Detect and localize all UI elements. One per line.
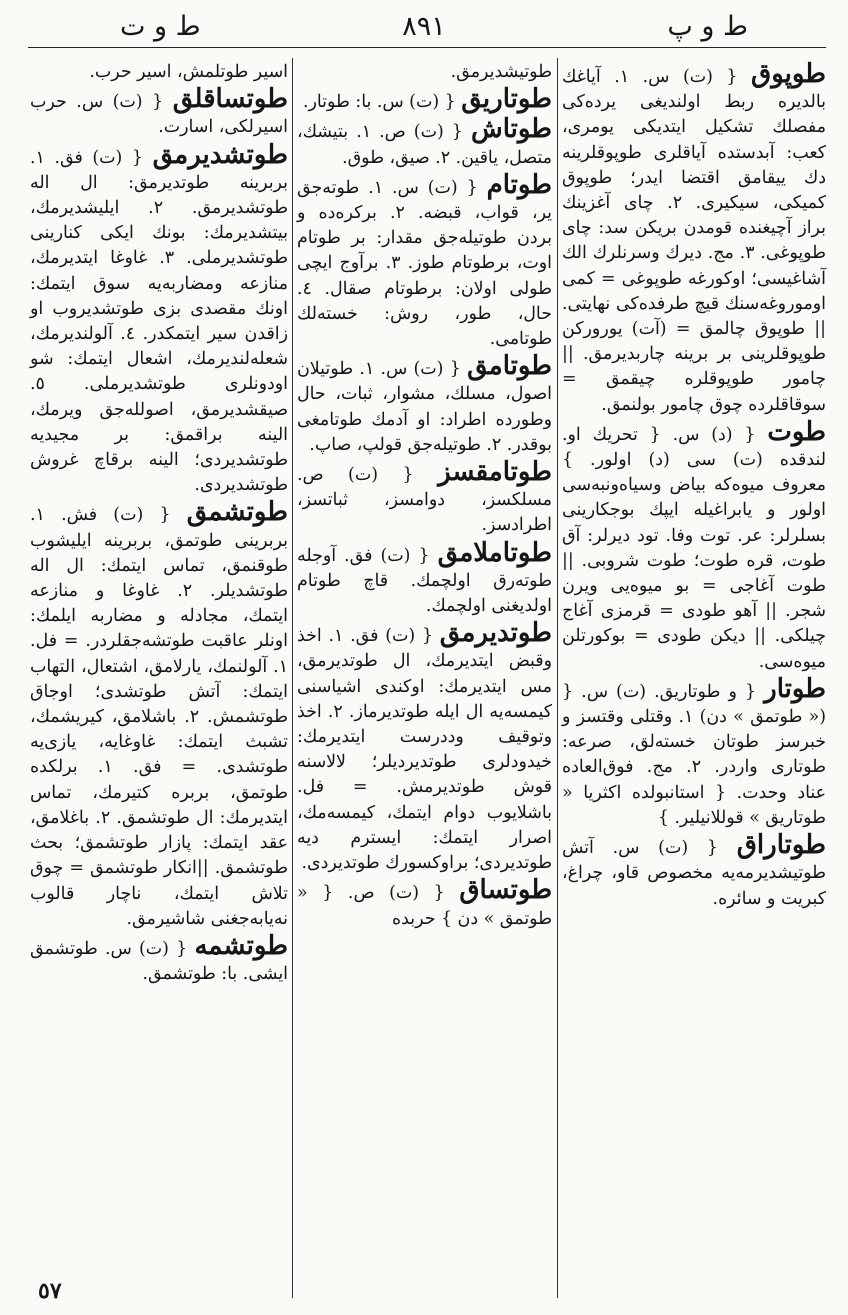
entry-headword: طوت <box>767 416 826 447</box>
dictionary-entry <box>297 115 552 170</box>
entry-headword: طوتاملامق <box>437 537 552 568</box>
column-separator <box>557 58 558 1298</box>
entry-definition: { و طوتاريق. (ت) س. { (« طوتمق » دن) ١. وقتلى وقتسز و خبرسز طوتان خسته‌لق، صرعه: طوتارى واردر. ٢. مج. فوق‌العاده عناد وحدت. { استانبولده اكثريا « طوتاريق » قوللانيلير. } <box>562 681 826 828</box>
entry-definition: { (ت) س. ١. طوتيلان اصول، مسلك، مشوار، ثبات، حال وطورده اطراد: او آدمك طوتامغى بوقدر. ٢. طوتيله‌جق قولپ، صاپ. <box>297 359 552 455</box>
dictionary-entry <box>30 141 288 499</box>
entry-definition: { (ت) فق. ١. اخذ وقبض ايتديرمك، ال طوتديرمق، مس ايتديرمك: اوكندى اشياسنى كيمسه‌يه ال ايله طوتديرماز. ٢. اخذ وتوقيف وددرست ايتديرمك: خيدودلرى طوتديرديلر؛ لالاسنه قوش طوتديرمش. = فل. باشلايوب دوام ايتمك، كيمسه‌مك، اصرار ايتمك: ايسترم ديه طوتديردى؛ براوكسورك طوتديردى. <box>297 626 552 874</box>
header-rule <box>28 47 826 48</box>
column-left <box>30 60 288 1290</box>
running-head-right: ط و پ <box>667 11 748 42</box>
dictionary-entry <box>562 831 826 912</box>
dictionary-entry <box>297 171 552 352</box>
entry-headword: طوتشمه <box>194 930 288 961</box>
dictionary-entry <box>30 60 288 85</box>
entry-definition: { (ت) فق. ١. بربرينه طوتديرمق: ال اله طوتشديرمق. ٢. ايليشديرمك، بيتشديرمك: بونك ايكى كنارينى طوتشديرملى. ٣. غاوغا ايتديرمك، منازعه ومضاربه‌يه سوق ايتمك: اونك مقصدى بزى طوتشديروب او زاقدن سير ايتمكدر. ٤. آلولنديرمك، شعله‌لنديرمك، اشعال ايتمك: شو اودونلرى طوتشديرملى. ٥. صيقشديرمق، اصولله‌جق ويرمك، الينه براقمق: بر مجيديه طوتشديردى؛ الينه برقاچ غروش طوتشديردى. <box>30 147 288 496</box>
entry-headword: طوتشمق <box>186 497 289 528</box>
entry-definition: { (ت) س. ١. طوته‌جق ير، قواب، قبضه. ٢. بركره‌ده و بردن طوتيله‌جق مقدار: بر طوتام اوت، برطوتام طوز. ٣. برآوج ايچى طولى اولان: برطوتام صقال. ٤. حال، طور، روش: خسته‌لك طوتامى. <box>297 177 552 350</box>
entry-definition: { (ت) ص. مسلكسز، دوامسز، ثباتسز، اطرادسز. <box>297 465 552 536</box>
dictionary-entry <box>297 876 552 931</box>
entry-headword: طوتامقسز <box>438 457 552 488</box>
page-number: ٨٩١ <box>402 11 446 42</box>
dictionary-entry <box>297 85 552 115</box>
dictionary-entry <box>297 60 552 85</box>
entry-definition: { (ت) س. ١. آياغك بالديره ربط اولنديغى يرده‌كى مفصلك تشكيل ايتديكى يومرى، كعب: آبدستده آياقلرى طوپوقلرينه دك ييقامق اقتضا ايدر؛ طوپوق كميكى، سيكيرى. ٢. چاى آغزينك براز آچيغنده قومدن بريكن سد: چاى طوپوغى. ٣. مج. ديرك وسرنلرك الك آشاغيسى؛ اوكورغه طوپوغى = كمى اوموروغه‌سنك قيچ طرفده‌كى نهايتى. || طوپوق چالمق = (آت) يوروركن طوپوقلرينى بر برينه چاربديرمق. ||چامور طوپوقلره چيقمق = سوقاقلرده چوق چامور بولنمق. <box>562 67 826 415</box>
dictionary-entry <box>30 932 288 987</box>
entry-headword: طوتدیرمق <box>439 618 552 649</box>
entry-headword: طوپوق <box>751 59 826 89</box>
column-right <box>562 60 826 1290</box>
column-middle <box>297 60 552 1290</box>
dictionary-entry <box>297 458 552 539</box>
entry-definition: { (ت) س. طوتشمق ايشى. با: طوتشمق. <box>30 938 288 985</box>
column-separator <box>292 58 293 1298</box>
entry-definition: طوتيشديرمق. <box>450 62 552 82</box>
entry-headword: طوتاراق <box>736 830 826 861</box>
entry-definition: { (ت) ص. ١. بتيشك، متصل، ياقين. ٢. صيق، طوق. <box>297 122 552 168</box>
running-head-left: ط و ت <box>120 11 201 42</box>
entry-headword: طوتاش <box>470 114 552 145</box>
dictionary-entry <box>30 85 288 140</box>
dictionary-entry <box>562 675 826 831</box>
dictionary-entry <box>297 539 552 620</box>
entry-definition: { (ت) فش. ١. بربرينى طوتمق، بربرينه ايليشوب طوقنمق، تماس ايتمك: ال اله طوتشديلر. ٢. غاوغا و منازعه ايتمك، مجادله و مضاربه ايلمك: اونلر عاقبت طوتشه‌جقلردر. = فل. ١. آلولنمك، يارلامق، اشتعال، التهاب ايتمك: آتش طوتشدى؛ اوجاق طوتشمش. ٢. باشلامق، كيريشمك، تشبث ايتمك: غاوغايه، يازى‌يه طوتشدى. = فق. ١. برلكده طوتمق، بربره كتيرمك، تماس ايتديرمك: ال طوتشمق. ٢. باغلامق، عقد ايتمك: پازار طوتشمق؛ بحث طوتشمق. ||انكار طوتشمق = چوق تلاش ايتمك، ناچار قالوب نه‌يابه‌جغنى شاشيرمق. <box>30 505 288 929</box>
entry-headword: طوتام <box>486 169 552 200</box>
dictionary-entry <box>562 60 826 418</box>
dictionary-entry <box>297 619 552 876</box>
entry-headword: طوتساقلق <box>172 84 288 115</box>
entry-headword: طوتساق <box>459 875 553 906</box>
entry-definition: { (ت) ص. { « طوتمق » دن } حربده <box>297 883 552 929</box>
entry-definition: { (د) س. { تحريك او. لندقده (ت) سى (د) اولور. } معروف ميوه‌كه بياض وسياه‌ونبه‌سى اولور و يابراغيله ايپك بوجكارينى بسلرلر: عر. توت وفا. تود ديرلر: آق طوت، قره طوت؛ طوت شروبى. || طوت آغاجى = بو ميوه‌يى ويرن شجر. || آهو طودى = قرمزى آغاج چيلكى. || ديكن طودى = بوكورتلن ميوه‌سى. <box>562 424 826 672</box>
entry-headword: طوتاريق <box>461 84 552 115</box>
entry-definition: { (ت) س. آتش طوتيشديرمه‌يه مخصوص قاو، چراغ، كبريت و سائره. <box>562 838 826 909</box>
entry-definition: { (ت) س. حرب اسيرلكى، اسارت. <box>30 92 288 138</box>
entry-definition: { (ت) س. با: طوتار. <box>302 92 456 113</box>
dictionary-entry <box>562 418 826 675</box>
entry-definition: اسير طوتلمش، اسير حرب. <box>89 62 288 82</box>
dictionary-entry <box>297 352 552 458</box>
entry-headword: طوتشدیرمق <box>152 139 288 170</box>
entry-headword: طوتامق <box>467 351 552 382</box>
signature-mark: ٥٧ <box>38 1278 62 1304</box>
dictionary-entry <box>30 498 288 931</box>
entry-definition: { (ت) فق. آوجله طوته‌رق اولچمك. قاچ طوتام اولديغنى اولچمك. <box>297 545 552 617</box>
entry-headword: طوتار <box>764 673 826 704</box>
